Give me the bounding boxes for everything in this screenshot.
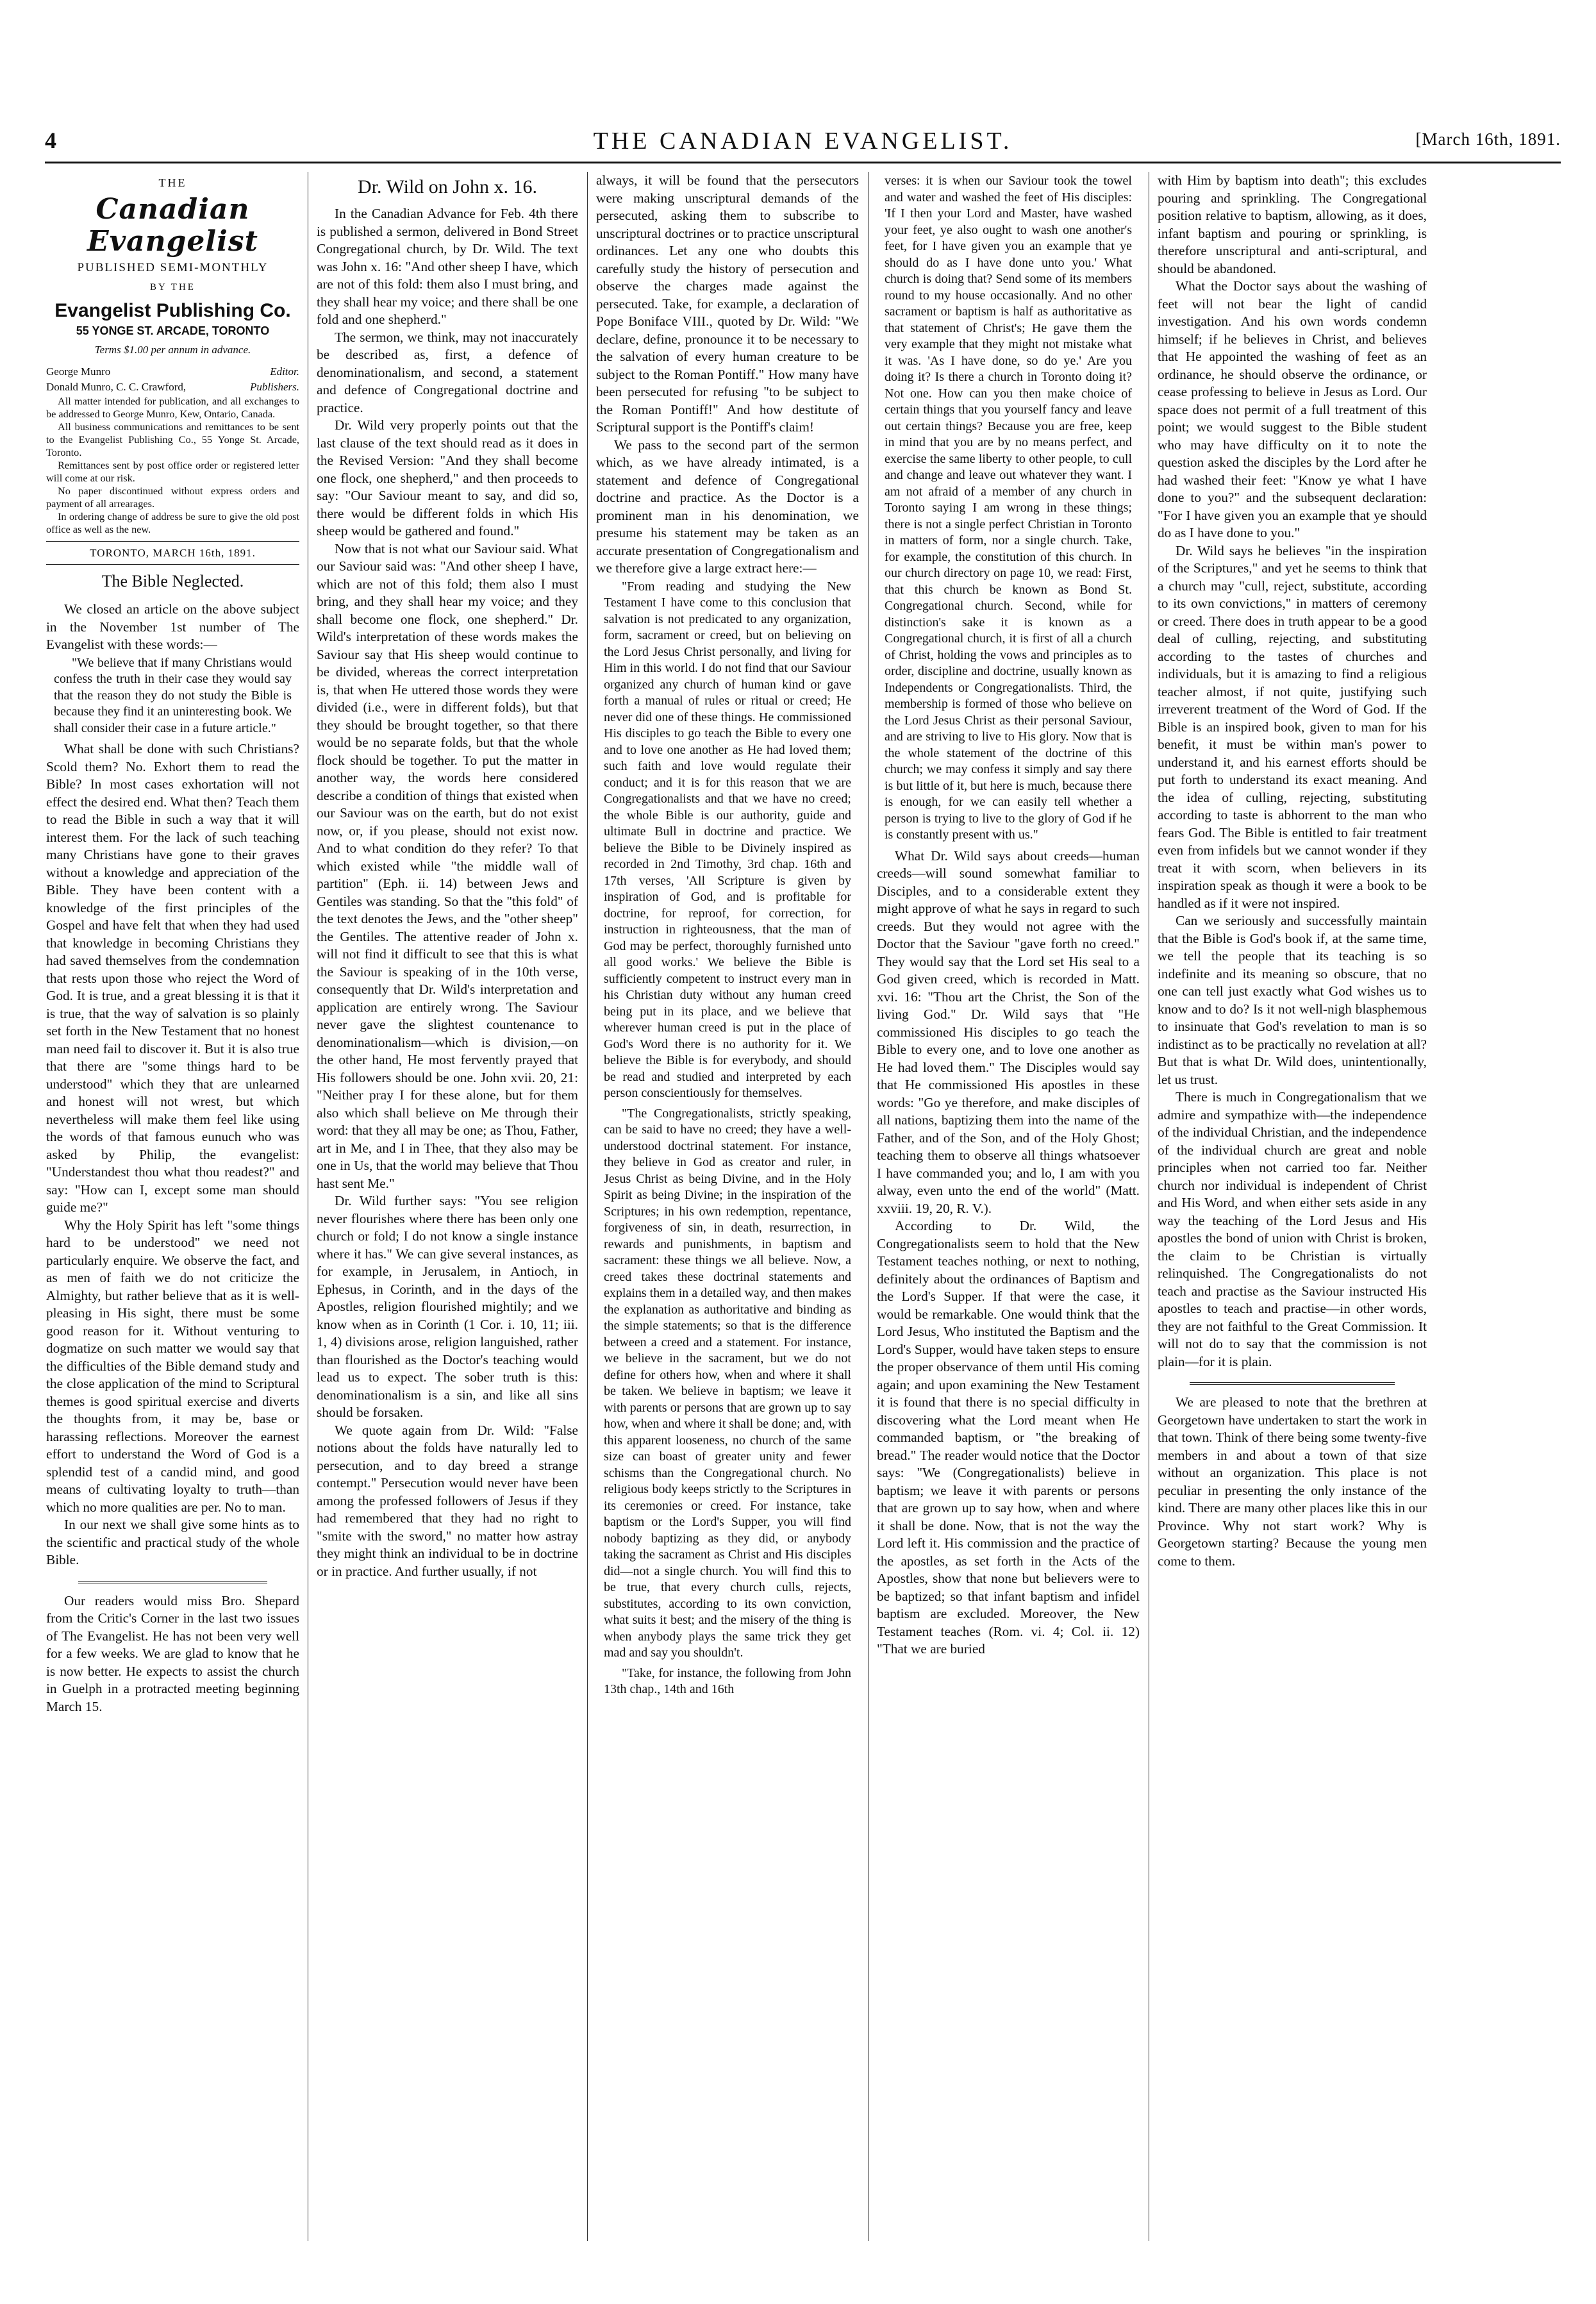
newspaper-title: THE CANADIAN EVANGELIST. — [593, 128, 1013, 154]
masthead-frequency: PUBLISHED SEMI-MONTHLY — [77, 260, 269, 274]
dateline: TORONTO, MARCH 16th, 1891. — [90, 546, 256, 559]
article-title-bible-neglected: The Bible Neglected. — [101, 572, 244, 590]
paragraph: with Him by baptism into death"; this excludes pouring and sprinkling. The Congregational position relative to baptism, allowing, as it does, infant baptism and pouring or sprinkling, is therefore unscriptural and anti-scriptural, and should be abandoned. — [1158, 172, 1427, 276]
paragraph: Can we seriously and successfully maintain that the Bible is God's book if, at the same time, we tell the people that its teaching is so indefinite and its meaning so obscure, that no one can tell just exactly what God wishes us to know and to do? Is it not well-nigh blasphemous to insinuate that God's revelation to man is so indistinct as to be practically no revelation at all? But that is what Dr. Wild does, unintentionally, let us trust. — [1158, 913, 1427, 1087]
paragraph: In our next we shall give some hints as to the scientific and practical study of the whole Bible. — [46, 1517, 299, 1567]
divider — [1190, 1382, 1395, 1385]
divider — [46, 564, 299, 565]
paragraph: What Dr. Wild says about creeds—human creeds—will sound somewhat familiar to Disciples, and to a considerable extent they might approve of what he says in regard to such creeds. But they would not agree with the Doctor that the Saviour "gave forth no creed." They would say that the Lord set His seal to a God given creed, which is recorded in Matt. xvi. 16: "Thou art the Christ, the Son of the living God." Dr. Wild says that "He commissioned His disciples to go teach the Bible to every one, and to love one another as He had loved them." The Disciples would say that He commissioned His apostles in these words: "Go ye therefore, and make disciples of all nations, baptizing them into the name of the Father, and of the Son, and of the Holy Ghost; teaching them to observe all things whatsoever I have commanded you; and lo, I am with you alway, even unto the end of the world" (Matt. xxviii. 19, 20, R. V.). — [877, 847, 1140, 1216]
note: All matter intended for publication, and all exchanges to be addressed to George Munro, Kew, Ontario, Canada. — [46, 394, 299, 420]
paragraph: always, it will be found that the persecutors were making unscriptural demands of the persecuted, asking them to subscribe to unscriptural doctrines or to practice unscriptural ordinances. Let any one who doubts this carefully study the history of persecution and observe the charges made against the persecuted. Take, for example, a declaration of Pope Boniface VIII., quoted by Dr. Wild: "We declare, define, pronounce it to be necessary to the salvation of every human creature to be subject to the Roman Pontiff." How many have been persecuted for refusing "to be subject to the Roman Pontiff!" And how destitute of Scriptural support is the Pontiff's claim! — [596, 172, 859, 435]
quote: "We believe that if many Christians would confess the truth in their case they would say that the reason they do not study the Bible is because they find it an uninteresting book. We shall consider their case in a future article." — [54, 655, 292, 735]
column-5 — [1158, 172, 1427, 2242]
divider — [46, 541, 299, 542]
quote: "Take, for instance, the following from John 13th chap., 14th and 16th — [604, 1665, 851, 1696]
paragraph: We quote again from Dr. Wild: "False notions about the folds have naturally led to persecution, and to day breed a strange contempt." Persecution would never have been among the professed followers of Jesus if they had remembered that they had no right to "smite with the sword," no matter how astray they might think an individual to be in doctrine or in practice. And further usually, if not — [317, 1422, 578, 1579]
paragraph: We closed an article on the above subject in the November 1st number of The Evangelist with these words:— — [46, 601, 299, 652]
column-2 — [317, 172, 578, 2242]
header-rule — [45, 162, 1561, 163]
masthead-terms: Terms $1.00 per annum in advance. — [94, 344, 251, 356]
masthead-the: THE — [158, 176, 187, 189]
masthead-notes — [46, 395, 299, 536]
note: No paper discontinued without express orders and payment of all arrearages. — [46, 484, 299, 510]
divider — [78, 1581, 267, 1583]
paragraph: Dr. Wild very properly points out that the last clause of the text should read as it does in the Revised Version: "And they shall become one flock, one shepherd," and then proceeds to say: "Our Saviour meant to say, and did so, there would be different folds in which His sheep would be gathered and found." — [317, 417, 578, 538]
quote: "The Congregationalists, strictly speaking, can be said to have no creed; they have a well-understood doctrinal statement. For instance, they believe in God as creator and ruler, in Jesus Christ as being Divine, and in the Holy Spirit as being Divine; in the inspiration of the Scriptures; in his own redemption, repentance, forgiveness of sin, in death, resurrection, in rewards and punishments, in baptism and sacrament: these things we all believe. Now, a creed takes these doctrinal statements and explains them in a detailed way, and then makes the explanation as authoritative and binding as the simple statements; so that is the difference between a creed and a statement. For instance, we believe in the sacrament, but we do not define for others how, when and where it shall be taken. We believe in baptism; we leave it with parents or persons that are grown up to say how, when and where it shall be done; and, with this apparent looseness, no church of the same size can boast of greater unity and fewer schisms than the Congregational church. No religious body keeps strictly to the Scriptures in its ceremonies or creed. For instance, take baptism or the Lord's Supper, you will find nobody baptizing as they did, or anybody taking the sacrament as Christ and His disciples did—not a single church. You will find this to be true, that every church culls, rejects, substitutes, according to its own conviction, what suits it best; and the misery of the thing is when anybody plays the same trick they get mad and say you shouldn't. — [604, 1106, 851, 1660]
masthead — [46, 174, 299, 359]
paragraph: According to Dr. Wild, the Congregationalists seem to hold that the New Testament teaches nothing, or next to nothing, definitely about the ordinances of Baptism and the Lord's Supper. If that were the case, it would be remarkable. One would think that the Lord Jesus, Who instituted the Baptism and the Lord's Supper, would have taken steps to ensure the proper observance of them until His coming again; and upon examining the New Testament it is found that there is no special difficulty in discovering what the Lord meant when He commanded baptism, or "the breaking of bread." The reader would notice that the Doctor says: "We (Congregationalists) believe in baptism; we leave it with parents or persons that are grown up to say how, when and where it shall be done. Now, that is not the way the Lord left it. His commission and the practice of the apostles, as set forth in the Acts of the Apostles, show that none but believers were to be baptized; so that infant baptism and infidel baptism are excluded. Moreover, the New Testament teaches (Rom. vi. 4; Col. ii. 12) "That we are buried — [877, 1218, 1140, 1657]
publishers-role: Publishers. — [250, 380, 299, 393]
note: All business communications and remittances to be sent to the Evangelist Publishing Co., 55 Yonge St. Arcade, Toronto. — [46, 420, 299, 458]
paragraph: Dr. Wild says he believes "in the inspiration of the Scriptures," and yet he seems to think that a church may "cull, reject, substitute, according to its own convictions," in matters of ceremony or creed. There does in truth appear to be a good deal of culling, rejecting, and substituting according to the tastes of churches and individuals, but it is amazing to find a religious teacher almost, if not quite, justifying such irreverent treatment of the Word of God. If the Bible is an inspired book, given to man for his benefit, it must be within man's power to understand it, and his earnest efforts should be put forth to understand its exact meaning. And the idea of culling, rejecting, substituting according to taste is abhorrent to the man who fears God. The Bible is entitled to fair treatment even from infidels but we cannot wonder if they treat it with scorn, when believers in its inspiration speak as though it were a book to be handled as if it were not inspired. — [1158, 542, 1427, 911]
paragraph: In the Canadian Advance for Feb. 4th there is published a sermon, delivered in Bond Street Congregational church, by Dr. Wild. The text was John x. 16: "And other sheep I have, which are not of this fold: them also I must bring, and they shall hear my voice; and there shall be one fold and one shepherd." — [317, 206, 578, 327]
page-header — [45, 127, 1561, 156]
paragraph: We pass to the second part of the sermon which, as we have already intimated, is a statement and defence of Congregational doctrine and practice. As the Doctor is a prominent man in his denomination, we presume his statement may be taken as an accurate presentation of Congregationalism and we therefore give a large extract here:— — [596, 437, 859, 576]
masthead-by: BY THE — [150, 282, 195, 292]
masthead-company: Evangelist Publishing Co. — [54, 299, 291, 321]
paragraph: Now that is not what our Saviour said. What our Saviour said was: "And other sheep I have, which are not of this fold; them also I must bring, and they shall hear my voice; and they shall become one flock, one shepherd." Dr. Wild's interpretation of these words makes the Saviour say that His sheep would continue to be divided, whereas the correct interpretation is, that when He uttered those words they were divided (i.e., were in different folds), but that they should be brought together, so that there would be no separate folds, but that the whole flock should be together. To put the matter in another way, the words here considered describe a condition of things that existed when our Saviour was on the earth, but do not exist now, or, if you please, should not exist now. And to what condition do they refer? To that which existed while "the middle wall of partition" (Eph. ii. 14) between Jews and Gentiles was standing. So that the "this fold" of the text denotes the Jews, and the "other sheep" the Gentiles. The attentive reader of John x. will not find it difficult to see that this is what the Saviour is speaking of in the 10th verse, consequently that Dr. Wild's interpretation and application are entirely wrong. The Saviour never gave the slightest countenance to denominationalism—which is division,—on the other hand, He most fervently prayed that His followers should be one. John xvii. 20, 21: "Neither pray I for these alone, but for them also which shall believe on Me through their word: that they all may be one; as Thou, Father, art in Me, and I in Thee, that they also may be one in Us, that the world may believe that Thou hast sent Me." — [317, 540, 578, 1191]
editor-role: Editor. — [270, 365, 299, 378]
column-rule — [587, 172, 588, 2241]
masthead-address: 55 YONGE ST. ARCADE, TORONTO — [76, 324, 270, 337]
staff-list — [46, 364, 299, 395]
column-3 — [596, 172, 859, 2242]
column-1 — [46, 172, 299, 2242]
masthead-name: Canadian Evangelist — [87, 192, 258, 258]
paragraph: We are pleased to note that the brethren at Georgetown have undertaken to start the work in that town. Think of there being some twenty-five members in and about a town of that size without an organization. This place is not peculiar in presenting the only instance of the kind. There are many other places like this in our Province. Why not start work? Why is Georgetown starting? Because the young men come to them. — [1158, 1394, 1427, 1569]
paragraph: What the Doctor says about the washing of feet will not bear the light of candid investigation. And his own words condemn himself; if he believes in Christ, and believes that He appointed the washing of feet as an ordinance, he should observe the ordinance, or cease professing to believe in Jesus as Lord. Our space does not permit of a full treatment of this point; we would suggest to the Bible student who may have difficulty on it to note the question asked the disciples by the Lord after he had washed their feet: "Know ye what I have done to you?" and the subsequent declaration: "For I have given you an example that ye should do as I have done to you." — [1158, 278, 1427, 540]
article-title-dr-wild: Dr. Wild on John x. 16. — [358, 176, 537, 197]
paragraph: Dr. Wild further says: "You see religion never flourishes where there has been only one church or fold; I do not know a single instance where it has." We can give several instances, as for example, in Jerusalem, in Antioch, in Ephesus, in Corinth, and in the days of the Apostles, religion flourished mightily; and we know when as in Corinth (1 Cor. i. 10, 11; iii. 1, 4) divisions arose, religion languished, rather than flourished as the Doctor's teaching would lead us to expect. The sober truth is this: denominationalism is a sin, and like all sins should be forsaken. — [317, 1193, 578, 1420]
quote: verses: it is when our Saviour took the towel and water and washed the feet of His disciples: 'If I then your Lord and Master, have washed your feet, ye also ought to wash one another's feet, for I have given you an example that ye should do as I have done unto you.' What church is doing that? Send some of its members round to my house occasionally. And no other sacrament or baptism is half as authoritative as that statement of Christ's; He gave them the very example that they might not mistake what it was. 'As I have done, so do ye.' Are you doing it? Is there a church in Toronto doing it? Not one. How can you then make choice of certain things that you yourself fancy and leave out certain things? Because you are free, keep in mind that you are by no means perfect, and exercise the same liberty to other people, to cull and change and leave out whatever they want. I am not afraid of a member of any church in Toronto saying I am wrong in these things; there is not a single perfect Christian in Toronto in matters of form, nor a single church. Take, for example, the constitution of this church. In our church directory on page 10, we read: First, that this church be known as Bond St. Congregational church. Second, while for distinction's sake it is known as a Congregational church, it is first of all a church of Christ, holding the vows and principles as to order, discipline and doctrine, usually known as Independents or Congregationalists. Third, the membership is formed of those who believe on the Lord Jesus Christ as their personal Saviour, and are striving to live to His glory. Now that is the whole statement of the doctrine of this church; we may confess it simply and say there is but little of it, but here is much, because there is enough, for we can easily tell whether a person is trying to live to the glory of God if he is constantly present with us." — [885, 174, 1132, 842]
column-4 — [877, 172, 1140, 2242]
note: In ordering change of address be sure to give the old post office as well as the new. — [46, 510, 299, 535]
column-rule — [868, 172, 869, 2241]
paragraph: Why the Holy Spirit has left "some things hard to be understood" we need not particularly enquire. We observe the fact, and as men of faith we do not criticize the Almighty, but rather believe that as it is well-pleasing in His sight, there must be some good reason for it. Without venturing to dogmatize on such matter we would say that the difficulties of the Bible demand study and the close application of the mind to Scriptural themes is good spiritual exercise and diverts the thoughts from, it may be, base or harassing reflections. Moreover the earnest effort to understand the Word of God is a splendid test of a candid mind, and good means of cultivating loyalty to truth—than which no more qualities are per. No to man. — [46, 1217, 299, 1515]
paragraph: What shall be done with such Christians? Scold them? No. Exhort them to read the Bible? In most cases exhortation will not effect the desired end. What then? Teach them to read the Bible in such a way that it will interest them. For the lack of such teaching many Christians have gone to their graves without a knowledge and appreciation of the Bible. They have been content with a knowledge of the first principles of the Gospel and have felt that when they had used that knowledge in becoming Christians they had saved themselves from the condemnation that rests upon those who reject the Word of God. It is true, and a great blessing it is that it is true, that the way of salvation is so plainly set forth in the New Testament that no honest man need fail to discover it. But it is also true that there are "some things hard to be understood" which they that are unlearned and honest will not wrest, but which nevertheless will make them feel like using the words of that famous eunuch who was asked by Philip, the evangelist: "Understandest thou what thou readest?" and say: "How can I, except some man should guide me?" — [46, 741, 299, 1215]
note: Remittances sent by post office order or registered letter will come at our risk. — [46, 458, 299, 484]
quote: "From reading and studying the New Testament I have come to this conclusion that salvation is not predicated to any organization, form, sacrament or creed, but on believing on the Lord Jesus Christ personally, and living for Him in this world. I do not find that our Saviour organized any church of human kind or gave forth a manual of rules or ritual or creed; He never did one of these things. He commissioned His disciples to go teach the Bible to every one and to love one another as He had loved them; such faith and love would regulate their conduct; and it is for this reason that we are Congregationalists and that we have no creed; the whole Bible is our authority, guide and ultimate Bull in doctrine and practice. We believe the Bible to be Divinely inspired as recorded in 2nd Timothy, 3rd chap. 16th and 17th verses, 'All Scripture is given by inspiration of God, and is profitable for doctrine, for reproof, for correction, for instruction in righteousness, that the man of God may be perfect, thoroughly furnished unto all good works.' We believe the Bible is sufficiently competent to instruct every man in his Christian duty without any human creed being put in its place, and we believe that wherever human creed is put in the place of God's Word there is no authority for it. We believe the Bible is for everybody, and should be read and studied and interpreted by each person conscientiously for themselves. — [604, 579, 851, 1100]
page-number: 4 — [45, 128, 56, 153]
issue-date: [March 16th, 1891. — [1415, 129, 1561, 149]
editor-name: George Munro — [46, 365, 111, 378]
paragraph: Our readers would miss Bro. Shepard from the Critic's Corner in the last two issues of The Evangelist. He has not been very well for a few weeks. We are glad to know that he is now better. He expects to assist the church in Guelph in a protracted meeting beginning March 15. — [46, 1592, 299, 1714]
paragraph: The sermon, we think, may not inaccurately be described as, first, a defence of denominationalism, and second, a statement and defence of Congregational doctrine and practice. — [317, 329, 578, 415]
publishers-names: Donald Munro, C. C. Crawford, — [46, 380, 187, 393]
paragraph: There is much in Congregationalism that we admire and sympathize with—the independence of the individual Christian, and the independence of the individual church are great and noble principles when not carried too far. Neither church nor individual is independent of Christ and His Word, and when either sets aside in any way the teaching of the Lord Jesus and His apostles the bond of union with Christ is broken, the claim to be Christian is virtually relinquished. The Congregationalists do not teach and practise as the Saviour instructed His apostles to teach and practise—in other words, they are not faithful to the Great Commission. It will not do to say that the commission is not plain—for it is plain. — [1158, 1089, 1427, 1369]
